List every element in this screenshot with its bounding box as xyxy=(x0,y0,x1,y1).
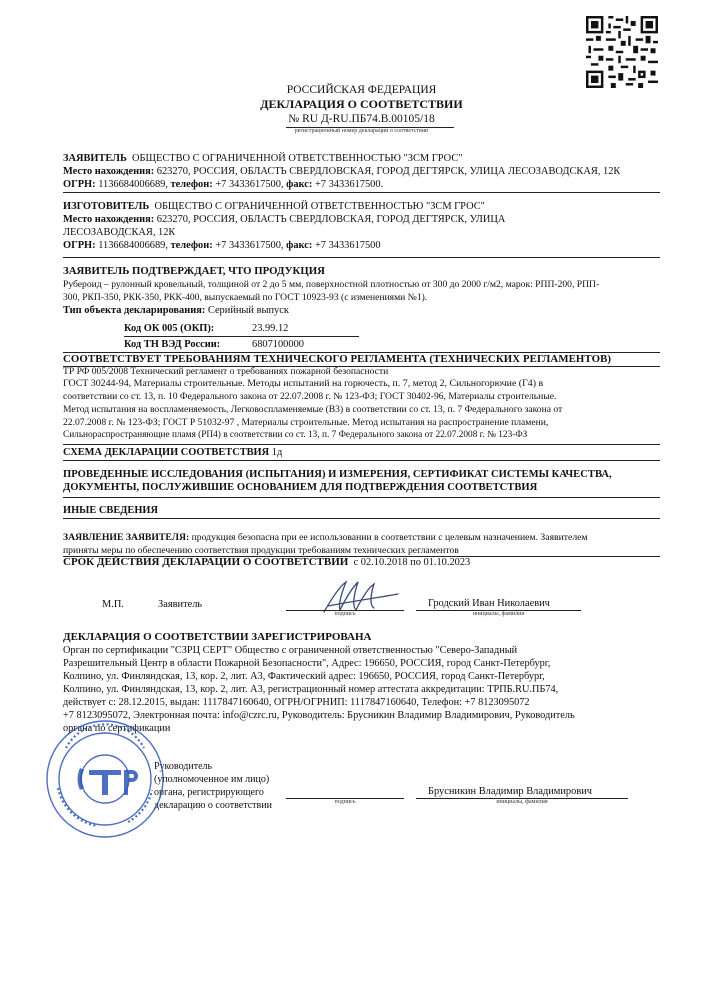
manufacturer-phone: +7 3433617500, xyxy=(215,240,284,251)
registration-line-4: Колпино, ул. Финляндская, 13, кор. 2, лит. А3, регистрационный номер аттестата аккредитации: ТРПБ.RU.ПБ74, xyxy=(63,684,559,695)
scheme-value: 1д xyxy=(271,447,283,458)
certification-stamp-icon xyxy=(44,718,166,840)
compliance-text-5: Сильнораспространяющие пламя (РП4) в соответствии со ст. 13, п. 7 Федерального закона от 22.07.2008 г. № 123-ФЗ xyxy=(63,430,528,440)
statement-label: ЗАЯВЛЕНИЕ ЗАЯВИТЕЛЯ: xyxy=(63,532,190,543)
divider xyxy=(63,257,660,258)
qr-code-icon xyxy=(586,16,658,88)
registration-line-2: Разрешительный Центр в области Пожарной Безопасности", Адрес: 196650, РОССИЯ, город Санкт-Петербург, xyxy=(63,658,551,669)
product-description-2: 300, РКП-350, РКК-350, РКК-400, выпускаемый по ГОСТ 10923-93 (с изменениями №1). xyxy=(63,292,428,303)
research-line-2: ДОКУМЕНТЫ, ПОСЛУЖИВШИЕ ОСНОВАНИЕМ ДЛЯ ПОДТВЕРЖДЕНИЯ СООТВЕТСТВИЯ xyxy=(63,482,538,493)
applicant-address-label: Место нахождения: xyxy=(63,166,155,177)
manufacturer-ogrn: 1136684006689, xyxy=(98,240,168,251)
divider xyxy=(63,460,660,461)
compliance-text-1: ГОСТ 30244-94, Материалы строительные. Методы испытаний на горючесть, п. 7, метод 2, Сильногорючие (Г4) в xyxy=(63,378,544,389)
body-signer-role-4: декларацию о соответствии xyxy=(154,800,272,811)
applicant-signer-name: Гродский Иван Николаевич xyxy=(428,598,550,609)
divider xyxy=(63,192,660,193)
validity-value: с 02.10.2018 по 01.10.2023 xyxy=(353,557,471,568)
divider xyxy=(63,366,660,367)
registration-line-5: действует с: 28.12.2015, выдан: 1117847160640, ОГРН/ОГРНИП: 1117847160640, Телефон: +7 8123095072 xyxy=(63,697,530,708)
compliance-text-2: соответствии со ст. 13, п. 10 Федерального закона от 22.07.2008 г. № 123-ФЗ; ГОСТ 30402-96, Материалы строительные. xyxy=(63,391,557,402)
applicant-signature-caption: подпись xyxy=(334,611,356,617)
applicant-phone-label: телефон: xyxy=(170,179,213,190)
registration-line-1: Орган по сертификации "СЗРЦ СЕРТ" Общество с ограниченной ответственностью "Северо-Западный xyxy=(63,645,518,656)
applicant-block xyxy=(63,152,663,191)
divider xyxy=(63,497,660,498)
statement-block xyxy=(63,531,663,557)
manufacturer-block xyxy=(63,200,663,252)
applicant-fax-label: факс: xyxy=(286,179,313,190)
applicant-address: 623270, РОССИЯ, ОБЛАСТЬ СВЕРДЛОВСКАЯ, ГОРОД ДЕГТЯРСК, УЛИЦА ЛЕСОЗАВОДСКАЯ, 12К xyxy=(156,166,621,177)
divider xyxy=(63,518,660,519)
compliance-text-4: 22.07.2008 г. № 123-ФЗ; ГОСТ Р 51032-97 , Материалы строительные. Метод испытания на распространение пламени, xyxy=(63,417,549,428)
compliance-text-3: Метод испытания на воспламеняемость, Легковоспламеняемые (В3) в соответствии со ст. 13, п. 7 Федерального закона от xyxy=(63,404,563,415)
divider xyxy=(63,444,660,445)
compliance-regulation: ТР РФ 005/2008 Технический регламент о требованиях пожарной безопасности xyxy=(63,366,389,377)
other-info-label: ИНЫЕ СВЕДЕНИЯ xyxy=(63,505,159,516)
okp-code-label: Код ОК 005 (ОКП): xyxy=(124,323,215,334)
object-type-label: Тип объекта декларирования: xyxy=(63,305,206,316)
manufacturer-name: ОБЩЕСТВО С ОГРАНИЧЕННОЙ ОТВЕТСТВЕННОСТЬЮ "ЗСМ ГРОС" xyxy=(154,201,485,212)
manufacturer-label: ИЗГОТОВИТЕЛЬ xyxy=(63,201,150,212)
manufacturer-fax: +7 3433617500 xyxy=(314,240,381,251)
document-title: ДЕКЛАРАЦИЯ О СООТВЕТСТВИИ xyxy=(260,97,463,111)
manufacturer-address-1: 623270, РОССИЯ, ОБЛАСТЬ СВЕРДЛОВСКАЯ, ГОРОД ДЕГТЯРСК, УЛИЦА xyxy=(156,214,506,225)
statement-text-1: продукция безопасна при ее использовании в соответствии с целевым назначением. Заявителем xyxy=(191,532,588,543)
number-caption: регистрационный номер декларации о соответствии xyxy=(294,128,429,134)
manufacturer-phone-label: телефон: xyxy=(170,240,213,251)
manufacturer-ogrn-label: ОГРН: xyxy=(63,240,96,251)
research-line-1: ПРОВЕДЕННЫЕ ИССЛЕДОВАНИЯ (ИСПЫТАНИЯ) И ИЗМЕРЕНИЯ, СЕРТИФИКАТ СИСТЕМЫ КАЧЕСТВА, xyxy=(63,469,612,480)
registration-line-3: Колпино, ул. Финляндская, 13, кор. 2, лит. А3, Фактический адрес: 196650, РОССИЯ, город Санкт-Петербург, xyxy=(63,671,545,682)
product-description-1: Рубероид – рулонный кровельный, толщиной от 2 до 5 мм, поверхностной плотностью от 300 до 2000 г/м2, марок: РПП-200, РПП- xyxy=(63,279,600,290)
tnved-code-value: 6807100000 xyxy=(252,339,304,350)
body-signer-role-1: Руководитель xyxy=(154,761,213,772)
applicant-label: ЗАЯВИТЕЛЬ xyxy=(63,153,127,164)
registration-heading: ДЕКЛАРАЦИЯ О СООТВЕТСТВИИ ЗАРЕГИСТРИРОВАНА xyxy=(63,631,372,643)
body-signature-caption: подпись xyxy=(334,799,356,805)
body-name-caption: инициалы, фамилия xyxy=(496,799,548,805)
declaration-number: № RU Д-RU.ПБ74.В.00105/18 xyxy=(288,113,435,125)
applicant-role-label: Заявитель xyxy=(158,599,203,610)
applicant-name-caption: инициалы, фамилия xyxy=(472,611,525,617)
validity-row xyxy=(63,556,663,569)
applicant-fax: +7 3433617500. xyxy=(314,179,384,190)
manufacturer-address-2: ЛЕСОЗАВОДСКАЯ, 12К xyxy=(63,227,176,238)
scheme-row xyxy=(63,446,282,459)
scheme-label: СХЕМА ДЕКЛАРАЦИИ СООТВЕТСТВИЯ xyxy=(63,447,270,458)
registration-line-7: органа по сертификации xyxy=(63,723,171,734)
statement-text-2: приняты меры по обеспечению соответствия продукции требованиям технических регламентов xyxy=(63,545,459,556)
country-name: РОССИЙСКАЯ ФЕДЕРАЦИЯ xyxy=(286,84,437,96)
object-type-value: Серийный выпуск xyxy=(207,305,289,316)
applicant-phone: +7 3433617500, xyxy=(215,179,284,190)
applicant-ogrn: 1136684006689, xyxy=(98,179,168,190)
applicant-name: ОБЩЕСТВО С ОГРАНИЧЕННОЙ ОТВЕТСТВЕННОСТЬЮ "ЗСМ ГРОС" xyxy=(132,153,463,164)
divider xyxy=(124,336,359,337)
product-block xyxy=(63,265,661,317)
compliance-heading: СООТВЕТСТВУЕТ ТРЕБОВАНИЯМ ТЕХНИЧЕСКОГО РЕГЛАМЕНТА (ТЕХНИЧЕСКИХ РЕГЛАМЕНТОВ) xyxy=(63,353,612,365)
okp-code-value: 23.99.12 xyxy=(252,323,289,334)
body-signer-role-2: (уполномоченное им лицо) xyxy=(154,774,270,785)
applicant-ogrn-label: ОГРН: xyxy=(63,179,96,190)
body-signer-role-3: органа, регистрирующего xyxy=(154,787,264,798)
registration-line-6: +7 8123095072, Электронная почта: info@czrc.ru, Руководитель: Брусникин Владимир Владимирович, Руководитель xyxy=(63,710,575,721)
body-signer-name: Брусникин Владимир Владимирович xyxy=(428,786,593,797)
manufacturer-fax-label: факс: xyxy=(286,240,313,251)
tnved-code-label: Код ТН ВЭД России: xyxy=(124,339,221,350)
manufacturer-address-label: Место нахождения: xyxy=(63,214,155,225)
research-block xyxy=(63,468,663,494)
body-signer-role xyxy=(154,760,272,812)
product-heading: ЗАЯВИТЕЛЬ ПОДТВЕРЖДАЕТ, ЧТО ПРОДУКЦИЯ xyxy=(63,265,325,277)
seal-place-label: М.П. xyxy=(102,599,124,610)
validity-label: СРОК ДЕЙСТВИЯ ДЕКЛАРАЦИИ О СООТВЕТСТВИИ xyxy=(63,556,349,568)
